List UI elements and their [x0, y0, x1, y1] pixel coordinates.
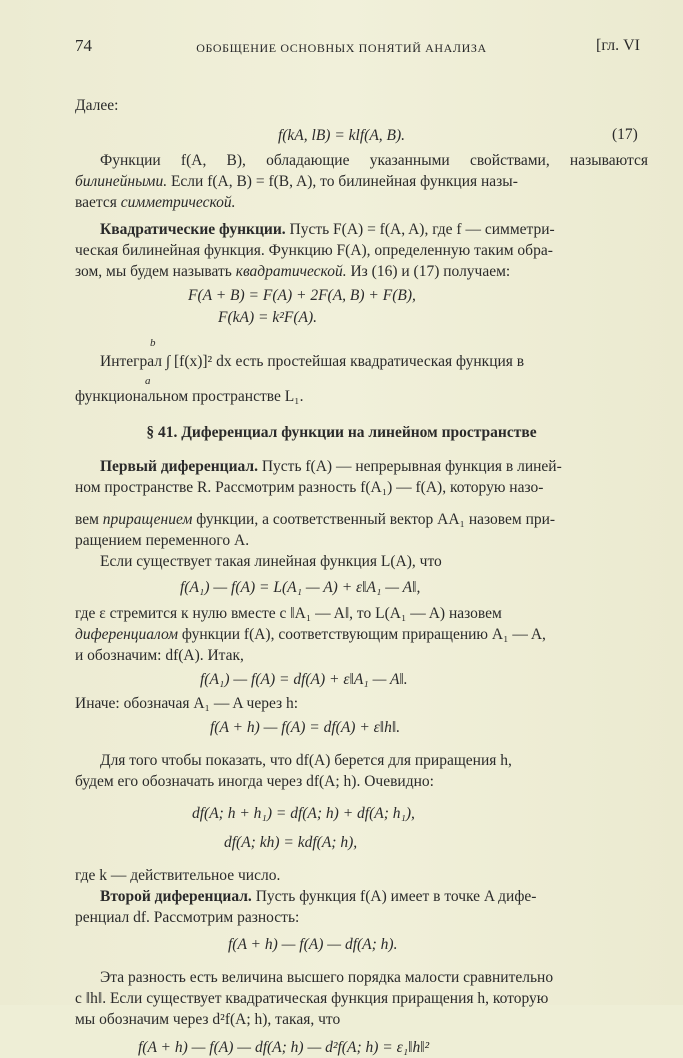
term-increment: приращением [102, 511, 193, 528]
text-line [75, 262, 510, 282]
text-line [75, 625, 546, 645]
equation-quadratic-1: F(A + B) = F(A) + 2F(A, B) + F(B), [188, 287, 416, 304]
term-symmetric: симметрической. [120, 194, 236, 211]
text-line-integral: Интеграл ∫ [f(x)]² dx есть простейшая квадратическая функция в [100, 353, 525, 370]
text-line: будем его обозначать иногда через df(A; h). Очевидно: [75, 773, 434, 790]
text-span: вается [75, 194, 121, 211]
chapter-label: [гл. VI [596, 37, 640, 54]
text-line [75, 193, 236, 213]
text-line [100, 457, 562, 477]
text-span: Пусть f(A) — непрерывная функция в линей- [257, 458, 562, 475]
equation-linearity-1: df(A; h + h₁) = df(A; h) + df(A; h₁), [192, 805, 415, 822]
text-line [100, 887, 536, 907]
equation-second-diff-a: f(A + h) — f(A) — df(A; h). [228, 936, 398, 953]
text-line: ращением переменного A. [75, 532, 250, 549]
text-span: зом, мы будем называть [75, 263, 236, 280]
equation-linearity-2: df(A; kh) = kdf(A; h), [224, 834, 358, 851]
equation-second-diff-b: f(A + h) — f(A) — df(A; h) — d²f(A; h) = ε₁‖h‖² [138, 1039, 430, 1056]
text-line: Далее: [75, 97, 119, 114]
text-line: где ε стремится к нулю вместе с ‖A₁ — A‖, то L(A₁ — A) назовем [75, 605, 502, 622]
text-span: Если f(A, B) = f(B, A), то билинейная функция назы- [167, 173, 518, 190]
subheading-quadratic: Квадратические функции. [100, 221, 286, 238]
text-line [75, 510, 555, 530]
equation-linear-L: f(A₁) — f(A) = L(A₁ — A) + ε‖A₁ — A‖, [180, 579, 421, 596]
text-span: функции f(A), соответствующим приращению A₁ — A, [178, 626, 546, 643]
section-heading: § 41. Диференциал функции на линейном пространстве [146, 424, 537, 441]
text-line: Эта разность есть величина высшего порядка малости сравнительно [100, 969, 554, 986]
integral-lower-limit: a [145, 375, 151, 387]
text-span: Из (16) и (17) получаем: [346, 263, 511, 280]
text-line: Для того чтобы показать, что df(A) берется для приращения h, [100, 752, 512, 769]
text-line [100, 220, 555, 240]
subheading-first-differential: Первый диференциал. [100, 458, 258, 475]
text-line: ренциал df. Рассмотрим разность: [75, 909, 300, 926]
text-span: Пусть функция f(A) имеет в точке A дифе- [251, 888, 537, 905]
text-line: и обозначим: df(A). Итак, [75, 647, 244, 664]
equation-df: f(A₁) — f(A) = df(A) + ε‖A₁ — A‖. [200, 671, 408, 688]
text-line: с ‖h‖. Если существует квадратическая функция приращения h, которую [75, 990, 549, 1007]
integral-upper-limit: b [150, 337, 156, 349]
text-span: Пусть F(A) = f(A, A), где f — симметри- [285, 221, 555, 238]
equation-17: f(kA, lB) = klf(A, B). [277, 127, 406, 144]
page-number: 74 [75, 36, 92, 55]
text-line: функциональном пространстве L₁. [75, 388, 304, 405]
text-span: функции, а соответственный вектор AA₁ назовем при- [192, 511, 556, 528]
term-bilinear: билинейными. [75, 173, 168, 190]
equation-h: f(A + h) — f(A) = df(A) + ε‖h‖. [210, 719, 401, 736]
equation-quadratic-2: F(kA) = k²F(A). [218, 309, 318, 326]
text-line: Функции f(A, B), обладающие указанными свойствами, называются [100, 152, 648, 169]
text-span: вем [75, 511, 103, 528]
text-line: Иначе: обозначая A₁ — A через h: [75, 695, 299, 712]
text-line: Если существует такая линейная функция L(A), что [100, 553, 442, 570]
text-line [75, 172, 518, 192]
equation-number: (17) [612, 126, 638, 143]
text-line: ческая билинейная функция. Функцию F(A), определенную таким обра- [75, 242, 553, 259]
text-line: ном пространстве R. Рассмотрим разность f(A₁) — f(A), которую назо- [75, 479, 544, 496]
term-differential: диференциалом [75, 626, 179, 643]
text-line: где k — действительное число. [75, 867, 281, 884]
subheading-second-differential: Второй диференциал. [100, 888, 252, 905]
text-line: мы обозначим через d²f(A; h), такая, что [75, 1011, 341, 1028]
running-title: ОБОБЩЕНИЕ ОСНОВНЫХ ПОНЯТИЙ АНАЛИЗА [196, 41, 487, 55]
term-quadratic: квадратической. [235, 263, 347, 280]
